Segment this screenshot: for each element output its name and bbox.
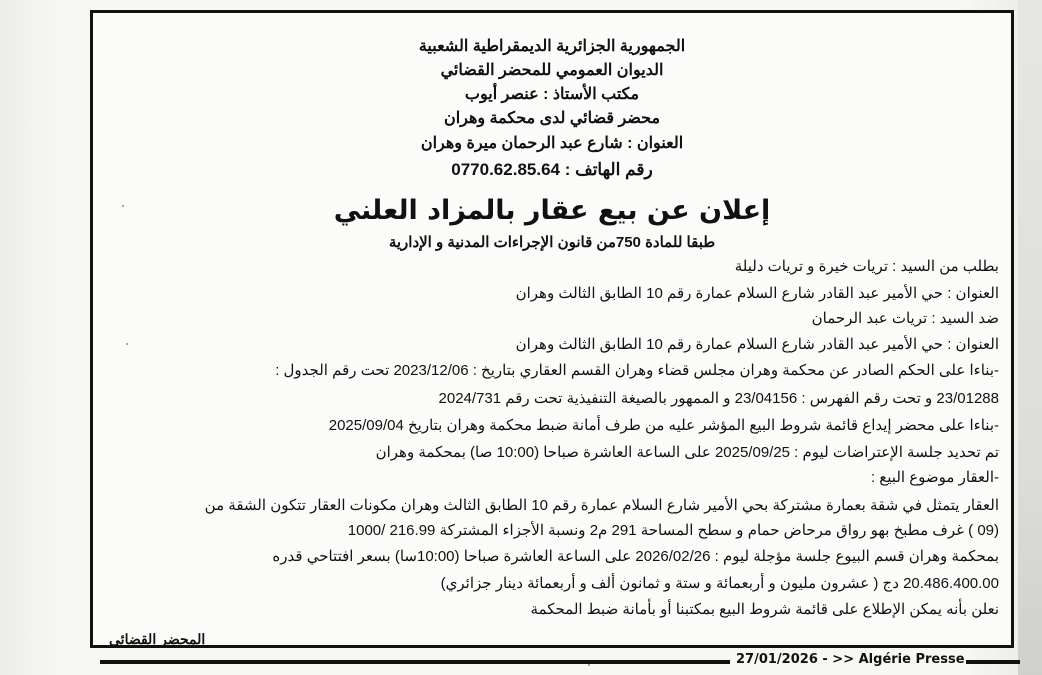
body-line-sale-session: بمحكمة وهران قسم البيوع جلسة مؤجلة ليوم : 2026/02/26 على الساعة العاشرة صباحا (10:00سا) بسعر افتتاحي قدره [272,548,999,565]
body-line-deposit: -بناءا على محضر إيداع قائمة شروط البيع المؤشر عليه من طرف أمانة ضبط محكمة وهران بتاريخ 2025/09/04 [328,417,999,434]
body-line-judgment: -بناءا على الحكم الصادر عن محكمة وهران مجلس قضاء وهران القسم العقاري بتاريخ : 2023/12/06 تحت رقم الجدول : [275,362,999,379]
signature-bailiff: المحضر القضائي [109,631,206,647]
header-court: محضر قضائي لدى محكمة وهران [443,110,661,127]
body-line-notice: نعلن بأنه يمكن الإطلاع على قائمة شروط البيع بمكتبنا أو بأمانة ضبط المحكمة [530,601,999,618]
paper-speck [126,343,128,345]
footer-rule-left [100,660,730,664]
footer-rule-right [966,660,1020,664]
header-office: الديوان العمومي للمحضر القضائي [440,62,664,79]
paper-speck [588,664,590,666]
paper-speck [122,205,124,207]
adjacent-page-edge [1018,0,1042,675]
page-footer [100,650,1020,672]
body-line-requester-address: العنوان : حي الأمير عبد القادر شارع السلام عمارة رقم 10 الطابق الثالث وهران [515,285,999,302]
header-phone: رقم الهاتف : 0770.62.85.64 [451,160,653,179]
body-line-property-heading: -العقار موضوع البيع : [870,469,999,486]
body-line-index: 23/01288 و تحت رقم الفهرس : 23/04156 و الممهور بالصيغة التنفيذية تحت رقم 2024/731 [438,390,999,407]
announcement-title: إعلان عن بيع عقار بالمزاد العلني [333,195,771,226]
body-line-starting-price: 20.486.400.00 دج ( عشرون مليون و أربعمائة و ستة و ثمانون ألف و أربعمائة دينار جزائري) [440,575,999,592]
header-republic: الجمهورية الجزائرية الديمقراطية الشعبية [418,38,686,55]
body-line-requester: بطلب من السيد : تريات خيرة و تريات دليلة [734,258,999,275]
header-address: العنوان : شارع عبد الرحمان ميرة وهران [420,135,684,152]
announcement-subtitle: طبقا للمادة 750من قانون الإجراءات المدنية و الإدارية [388,234,716,251]
header-bailiff-name: مكتب الأستاذ : عنصر أيوب [464,86,640,103]
body-line-property-rooms: (09 ) غرف مطبخ بهو رواق مرحاض حمام و سطح المساحة 291 م2 ونسبة الأجزاء المشتركة 216.99 /1000 [347,522,999,539]
body-line-defendant: ضد السيد : تريات عبد الرحمان [811,310,999,327]
body-line-objections: تم تحديد جلسة الإعتراضات ليوم : 2025/09/25 على الساعة العاشرة صباحا (10:00 صا) بمحكمة وهران [375,444,999,461]
announcement-frame [90,10,1014,648]
body-line-property-desc: العقار يتمثل في شقة بعمارة مشتركة بحي الأمير شارع السلام عمارة رقم 10 الطابق الثالث وهران مكونات العقار تتكون الشقة من [204,497,999,514]
body-line-defendant-address: العنوان : حي الأمير عبد القادر شارع السلام عمارة رقم 10 الطابق الثالث وهران [515,336,999,353]
footer-date-source: 27/01/2026 - >> Algérie Presse [736,652,965,667]
